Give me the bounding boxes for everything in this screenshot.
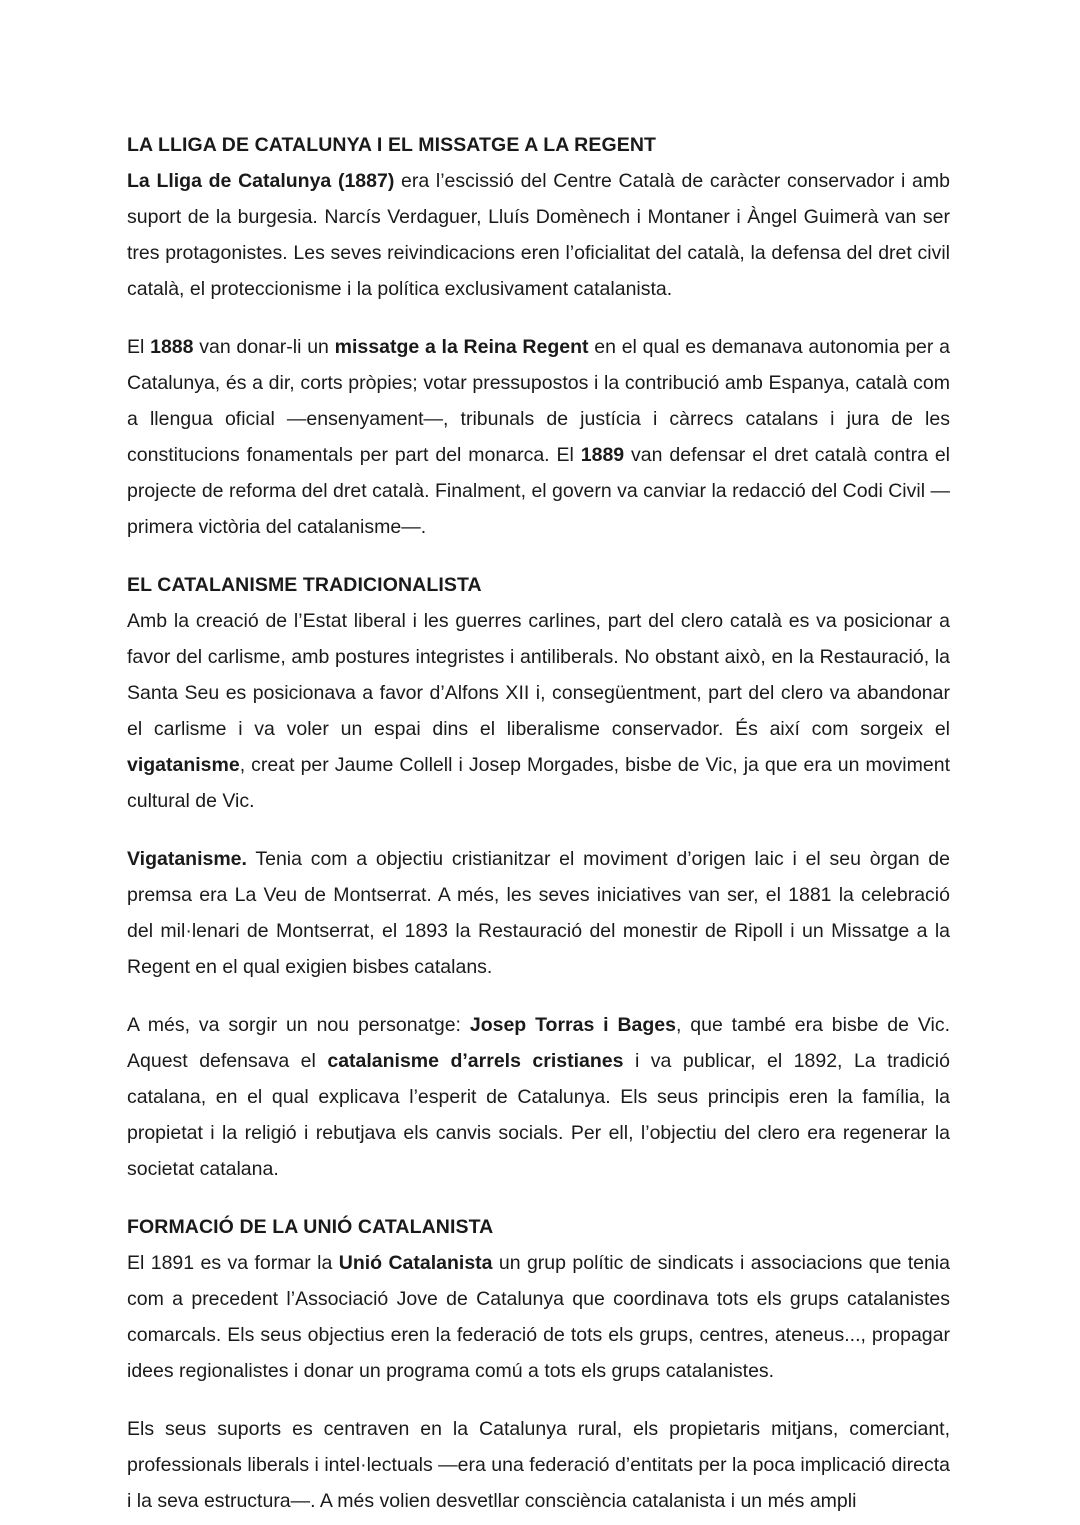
paragraph-vigatanisme xyxy=(127,841,950,985)
text-run: El xyxy=(127,336,151,358)
heading-catalanisme-tradicionalista: EL CATALANISME TRADICIONALISTA xyxy=(127,574,482,596)
paragraph-suports-unio-catalanista xyxy=(127,1411,950,1519)
text-run: i va publicar, el 1892, La tradició catalana, en el qual explicava l’esperit de Catalunya. Els seus principis eren la família, la propietat i la religió i rebutjava els canvis socials. Per ell, l’objectiu del clero era regenerar la societat catalana. xyxy=(127,1050,950,1180)
emphasis-run: 1889 xyxy=(580,444,625,466)
text-run: van defensar el dret català contra el projecte de reforma del dret català. Finalment, el govern va canviar la redacció del Codi Civil —primera victòria del catalanisme—. xyxy=(127,444,951,538)
emphasis-run: vigatanisme xyxy=(127,754,240,776)
text-run: van donar-li un xyxy=(193,336,335,358)
paragraph-missatge-reina-regent xyxy=(127,329,950,545)
emphasis-run: catalanisme d’arrels cristianes xyxy=(327,1050,624,1072)
emphasis-run: Unió Catalanista xyxy=(338,1252,493,1274)
emphasis-run: 1888 xyxy=(150,336,194,358)
text-run: , creat per Jaume Collell i Josep Morgades, bisbe de Vic, ja que era un moviment cultural de Vic. xyxy=(127,754,950,812)
emphasis-run: La Lliga de Catalunya (1887) xyxy=(127,170,395,192)
heading-lliga-de-catalunya: LA LLIGA DE CATALUNYA I EL MISSATGE A LA REGENT xyxy=(127,134,657,156)
text-run: era l’escissió del Centre Català de caràcter conservador i amb suport de la burgesia. Narcís Verdaguer, Lluís Domènech i Montaner i Àngel Guimerà van ser tres protagonistes. Les seves reivindicacions eren l’oficialitat del català, la defensa del dret civil català, el proteccionisme i la política exclusivament catalanista. xyxy=(127,170,950,300)
paragraph-catalanisme-tradicionalista xyxy=(127,603,950,819)
text-run: Amb la creació de l’Estat liberal i les guerres carlines, part del clero català es va posicionar a favor del carlisme, amb postures integristes i antiliberals. No obstant això, en la Restauració, la Santa Seu es posicionava a favor d’Alfons XII i, consegüentment, part del clero va abandonar el carlisme i va voler un espai dins el liberalisme conservador. És així com sorgeix el xyxy=(127,610,950,740)
emphasis-run: Josep Torras i Bages xyxy=(469,1014,676,1036)
paragraph-lliga-de-catalunya xyxy=(127,163,950,307)
text-run: en el qual es demanava autonomia per a Catalunya, és a dir, corts pròpies; votar pressupostos i la contribució amb Espanya, català com a llengua oficial —ensenyament—, tribunals de justícia i càrrecs catalans i jura de les constitucions fonamentals per part del monarca. El xyxy=(127,336,950,466)
emphasis-run: missatge a la Reina Regent xyxy=(334,336,589,358)
text-run: un grup polític de sindicats i associacions que tenia com a precedent l’Associació Jove de Catalunya que coordinava tots els grups catalanistes comarcals. Els seus objectius eren la federació de tots els grups, centres, ateneus..., propagar idees regionalistes i donar un programa comú a tots els grups catalanistes. xyxy=(127,1252,950,1382)
text-run: Els seus suports es centraven en la Catalunya rural, els propietaris mitjans, comerciant, professionals liberals i intel·lectuals —era una federació d’entitats per la poca implicació directa i la seva estructura—. A més volien desvetllar consciència catalanista i un més ampli xyxy=(127,1418,950,1512)
text-run: , que també era bisbe de Vic. Aquest defensava el xyxy=(127,1014,950,1072)
document-body xyxy=(127,127,950,1519)
emphasis-run: Vigatanisme. xyxy=(127,848,247,870)
text-run: Tenia com a objectiu cristianitzar el moviment d’origen laic i el seu òrgan de premsa era La Veu de Montserrat. A més, les seves iniciatives van ser, el 1881 la celebració del mil·lenari de Montserrat, el 1893 la Restauració del monestir de Ripoll i un Missatge a la Regent en el qual exigien bisbes catalans. xyxy=(127,848,950,978)
text-run: El 1891 es va formar la xyxy=(127,1252,339,1274)
text-run: A més, va sorgir un nou personatge: xyxy=(127,1014,470,1036)
paragraph-josep-torras-i-bages xyxy=(127,1007,950,1187)
paragraph-unio-catalanista xyxy=(127,1245,950,1389)
heading-formacio-unio-catalanista: FORMACIÓ DE LA UNIÓ CATALANISTA xyxy=(127,1216,494,1238)
